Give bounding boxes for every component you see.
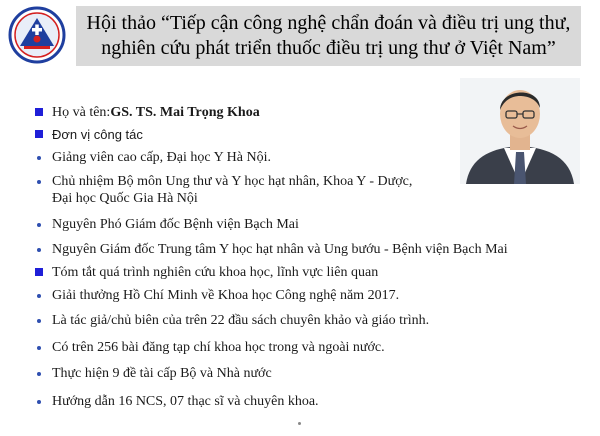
portrait-illustration <box>460 78 580 184</box>
name-value: GS. TS. Mai Trọng Khoa <box>110 105 260 120</box>
section-heading-research: Tóm tắt quá trình nghiên cứu khoa học, lĩnh vực liên quan <box>52 265 379 280</box>
list-item <box>34 126 143 143</box>
list-item <box>34 365 272 382</box>
list-item-text: Thực hiện 9 đề tài cấp Bộ và Nhà nước <box>52 366 272 381</box>
list-item <box>34 149 271 166</box>
list-item <box>34 312 429 329</box>
list-item-text: Chủ nhiệm Bộ môn Ung thư và Y học hạt nhân, Khoa Y - Dược, <box>52 174 413 189</box>
list-item <box>34 339 385 356</box>
dot-bullet-icon <box>34 365 52 376</box>
square-bullet-icon <box>34 264 52 276</box>
list-item <box>34 241 508 258</box>
square-bullet-icon <box>34 126 52 138</box>
list-item-text: Là tác giả/chủ biên của trên 22 đầu sách chuyên khảo và giáo trình. <box>52 313 430 328</box>
list-item-text: Hướng dẫn 16 NCS, 07 thạc sĩ và chuyên khoa. <box>52 394 319 409</box>
title-banner <box>76 6 581 66</box>
list-item-text: Có trên 256 bài đăng tạp chí khoa học trong và ngoài nước. <box>52 340 385 355</box>
title-line-2: nghiên cứu phát triển thuốc điều trị ung thư ở Việt Nam” <box>101 37 556 59</box>
square-bullet-icon <box>34 104 52 116</box>
dot-bullet-icon <box>34 216 52 227</box>
list-item-text: Giảng viên cao cấp, Đại học Y Hà Nội. <box>52 150 271 165</box>
dot-bullet-icon <box>34 393 52 404</box>
title-line-1: Hội thảo “Tiếp cận công nghệ chẩn đoán và điều trị ung thư, <box>86 12 571 34</box>
list-item <box>34 104 260 121</box>
list-item-text: Nguyên Giám đốc Trung tâm Y học hạt nhân và Ung bướu - Bệnh viện Bạch Mai <box>52 242 508 257</box>
section-heading-workplace: Đơn vị công tác <box>52 127 143 142</box>
dot-bullet-icon <box>34 312 52 323</box>
dot-bullet-icon <box>34 173 52 184</box>
hospital-emblem-icon <box>8 6 66 64</box>
dot-bullet-icon <box>34 287 52 298</box>
dot-bullet-icon <box>34 241 52 252</box>
list-item-text: Giải thưởng Hồ Chí Minh về Khoa học Công nghệ năm 2017. <box>52 288 400 303</box>
list-item-text: Nguyên Phó Giám đốc Bệnh viện Bạch Mai <box>52 217 299 232</box>
hospital-logo <box>8 6 66 64</box>
dot-bullet-icon <box>34 339 52 350</box>
slide-footer-mark <box>298 422 301 425</box>
list-item <box>34 173 412 207</box>
dot-bullet-icon <box>34 149 52 160</box>
list-item <box>34 216 299 233</box>
name-label: Họ và tên: <box>52 105 111 120</box>
list-item <box>34 264 378 281</box>
list-item <box>34 393 319 410</box>
list-item <box>34 287 399 304</box>
portrait-photo <box>460 78 580 184</box>
list-item-text-continued: Đại học Quốc Gia Hà Nội <box>52 191 198 206</box>
